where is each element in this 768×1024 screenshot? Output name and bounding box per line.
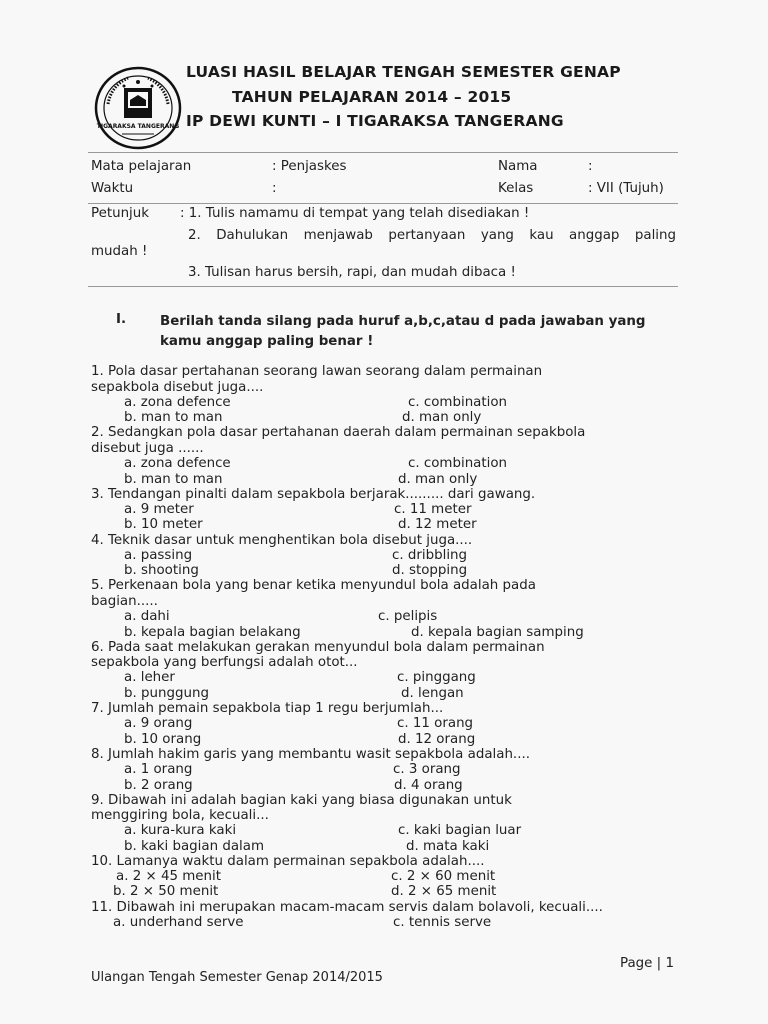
answer-option-b: b. kaki bagian dalam [124,839,265,854]
answer-option-b: b. man to man [124,410,223,425]
time-label: Waktu [91,181,134,196]
page-number: Page | 1 [620,956,674,971]
question-text: 10. Lamanya waktu dalam permainan sepakbola adalah.... [91,854,485,869]
answer-option-a: a. 2 × 45 menit [116,869,222,884]
answer-option-d: d. man only [398,472,478,487]
class-label: Kelas [498,181,534,196]
answer-option-c: c. 11 meter [394,502,472,517]
answer-option-a: a. 1 orang [124,762,193,777]
answer-option-d: d. stopping [392,563,468,578]
question-text: 7. Jumlah pemain sepakbola tiap 1 regu berjumlah... [91,701,444,716]
answer-option-c: c. tennis serve [393,915,492,930]
answer-option-c: c. combination [408,395,508,410]
answer-option-a: a. zona defence [124,395,231,410]
question-text: 1. Pola dasar pertahanan seorang lawan seorang dalam permainan [91,364,543,379]
name-value: : [588,159,593,174]
subject-label: Mata pelajaran [91,159,192,174]
answer-option-c: c. kaki bagian luar [398,823,522,838]
answer-option-c: c. 2 × 60 menit [391,869,496,884]
answer-option-a: a. passing [124,548,193,563]
class-value: : VII (Tujuh) [588,181,664,196]
header-title-line-2: TAHUN PELAJARAN 2014 – 2015 [232,88,512,106]
school-logo [94,64,182,152]
answer-option-c: c. dribbling [392,548,468,563]
answer-option-c: c. 3 orang [393,762,461,777]
question-text-continued: bagian..... [91,594,158,609]
question-text: 8. Jumlah hakim garis yang membantu wasit sepakbola adalah.... [91,747,530,762]
name-label: Nama [498,159,538,174]
answer-option-a: a. 9 orang [124,716,193,731]
question-text-continued: disebut juga ...... [91,441,204,456]
answer-option-b: b. shooting [124,563,199,578]
divider [88,203,678,204]
question-text-continued: sepakbola disebut juga.... [91,380,264,395]
question-text: 2. Sedangkan pola dasar pertahanan daerah dalam permainan sepakbola [91,425,586,440]
answer-option-c: c. pelipis [378,609,438,624]
instruction-1: : 1. Tulis namamu di tempat yang telah disediakan ! [180,206,530,221]
answer-option-b: b. 2 orang [124,778,193,793]
answer-option-d: d. kepala bagian samping [411,625,584,640]
question-text-continued: menggiring bola, kecuali... [91,808,269,823]
answer-option-b: b. 10 orang [124,732,202,747]
answer-option-d: d. 4 orang [394,778,463,793]
answer-option-d: d. man only [402,410,482,425]
answer-option-a: a. dahi [124,609,170,624]
question-text: 6. Pada saat melakukan gerakan menyundul bola dalam permainan [91,640,545,655]
answer-option-a: a. 9 meter [124,502,194,517]
subject-value: : Penjaskes [272,159,347,174]
question-text-continued: sepakbola yang berfungsi adalah otot... [91,655,358,670]
instruction-2: 2. Dahulukan menjawab pertanyaan yang kau anggap paling [188,228,676,243]
answer-option-c: c. 11 orang [397,716,474,731]
answer-option-b: b. punggung [124,686,209,701]
answer-option-b: b. man to man [124,472,223,487]
question-text: 4. Teknik dasar untuk menghentikan bola disebut juga.... [91,533,473,548]
answer-option-a: a. zona defence [124,456,231,471]
answer-option-d: d. 12 meter [398,517,477,532]
question-text: 3. Tendangan pinalti dalam sepakbola berjarak......... dari gawang. [91,487,536,502]
footer-text: Ulangan Tengah Semester Genap 2014/2015 [91,970,383,985]
answer-option-b: b. 2 × 50 menit [113,884,219,899]
answer-option-a: a. leher [124,670,175,685]
answer-option-a: a. kura-kura kaki [124,823,237,838]
header-title-line-3: IP DEWI KUNTI – I TIGARAKSA TANGERANG [186,112,564,130]
logo-text-1: TIGARAKSA TANGERANG [96,123,180,130]
answer-option-c: c. combination [408,456,508,471]
answer-option-b: b. 10 meter [124,517,203,532]
answer-option-c: c. pinggang [397,670,476,685]
answer-option-d: d. lengan [401,686,464,701]
section-title: Berilah tanda silang pada huruf a,b,c,atau d pada jawaban yang kamu anggap paling benar ! [160,314,646,349]
instruction-2-continued: mudah ! [91,244,148,259]
answer-option-d: d. mata kaki [406,839,490,854]
answer-option-b: b. kepala bagian belakang [124,625,301,640]
question-text: 9. Dibawah ini adalah bagian kaki yang biasa digunakan untuk [91,793,512,808]
answer-option-d: d. 12 orang [398,732,476,747]
header-title-line-1: LUASI HASIL BELAJAR TENGAH SEMESTER GENAP [186,63,621,81]
divider [88,152,678,153]
instruction-3: 3. Tulisan harus bersih, rapi, dan mudah dibaca ! [188,265,516,280]
divider [88,286,678,287]
question-text: 11. Dibawah ini merupakan macam-macam servis dalam bolavoli, kecuali.... [91,900,603,915]
answer-option-a: a. underhand serve [113,915,244,930]
answer-option-d: d. 2 × 65 menit [391,884,497,899]
question-text: 5. Perkenaan bola yang benar ketika menyundul bola adalah pada [91,578,536,593]
instructions-label: Petunjuk [91,206,150,221]
section-number: I. [116,312,127,327]
time-value: : [272,181,277,196]
